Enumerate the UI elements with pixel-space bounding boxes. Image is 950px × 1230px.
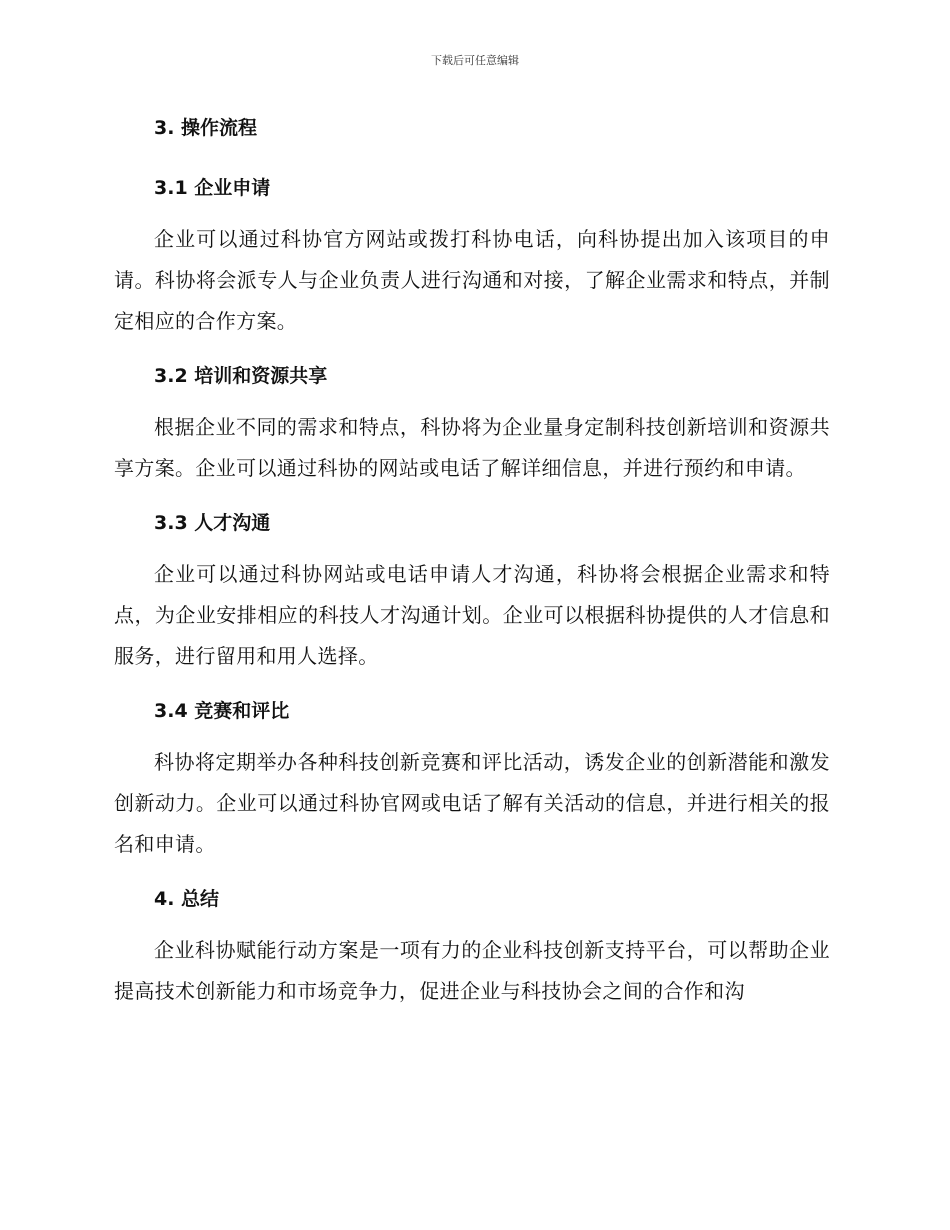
section-3-3-paragraph: 企业可以通过科协网站或电话申请人才沟通，科协将会根据企业需求和特点，为企业安排相应的科技人才沟通计划。企业可以根据科协提供的人才信息和服务，进行留用和用人选择。	[114, 562, 830, 668]
section-3-heading: 3. 操作流程	[154, 117, 258, 139]
section-4-paragraph: 企业科协赋能行动方案是一项有力的企业科技创新支持平台，可以帮助企业提高技术创新能力和市场竞争力，促进企业与科技协会之间的合作和沟	[114, 938, 830, 1003]
section-3-4-heading: 3.4 竞赛和评比	[154, 700, 290, 722]
document-body	[114, 110, 830, 1012]
section-3-1-paragraph: 企业可以通过科协官方网站或拨打科协电话，向科协提出加入该项目的申请。科协将会派专人与企业负责人进行沟通和对接，了解企业需求和特点，并制定相应的合作方案。	[114, 227, 830, 333]
section-3-2-paragraph: 根据企业不同的需求和特点，科协将为企业量身定制科技创新培训和资源共享方案。企业可以通过科协的网站或电话了解详细信息，并进行预约和申请。	[114, 415, 830, 480]
section-3-1-heading: 3.1 企业申请	[154, 177, 271, 199]
section-3-2-heading: 3.2 培训和资源共享	[154, 365, 328, 387]
page-header-note: 下载后可任意编辑	[431, 54, 519, 67]
section-4-heading: 4. 总结	[154, 888, 220, 910]
section-3-3-heading: 3.3 人才沟通	[154, 512, 271, 534]
section-3-4-paragraph: 科协将定期举办各种科技创新竞赛和评比活动，诱发企业的创新潜能和激发创新动力。企业可以通过科协官网或电话了解有关活动的信息，并进行相关的报名和申请。	[114, 750, 830, 856]
